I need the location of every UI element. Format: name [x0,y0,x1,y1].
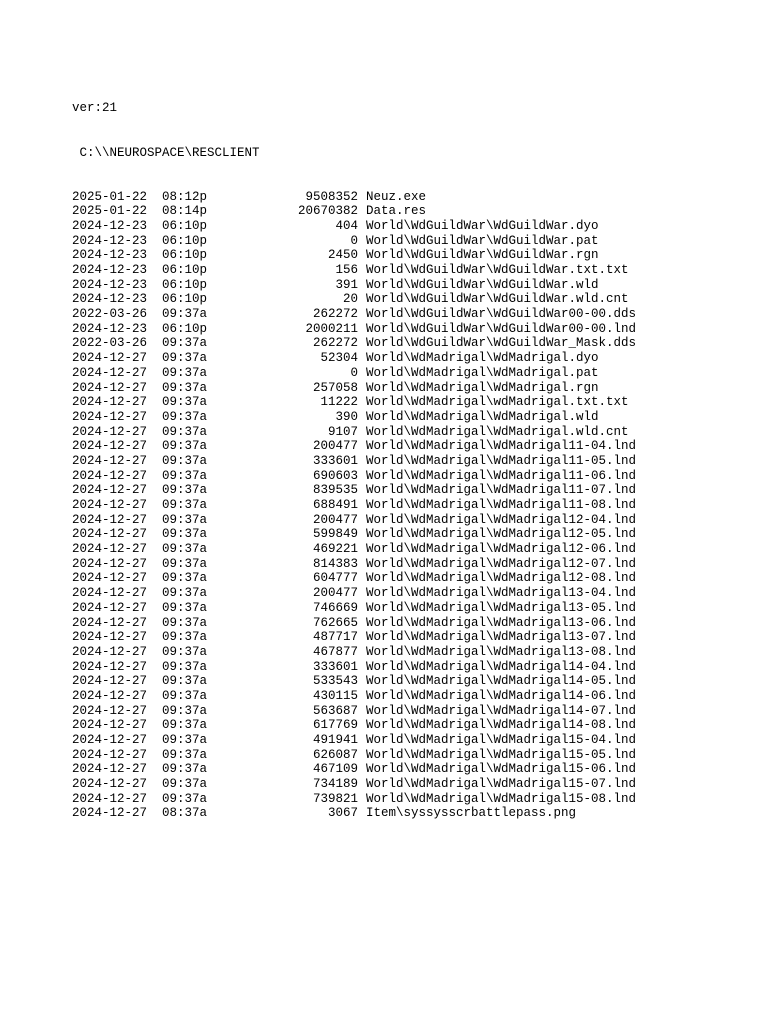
file-date: 2024-12-27 [72,747,148,762]
file-date: 2024-12-27 [72,468,148,483]
file-date: 2024-12-23 [72,248,148,263]
file-date: 2024-12-27 [72,806,148,821]
file-time: 09:37a [162,674,208,689]
file-row [72,425,636,440]
file-row [72,263,636,278]
file-time: 09:37a [162,556,208,571]
file-size: 20 [342,292,358,307]
file-row [72,336,636,351]
file-row [72,278,636,293]
file-row [72,307,636,322]
file-time: 06:10p [162,263,208,278]
file-time: 09:37a [162,733,208,748]
file-row [72,792,636,807]
file-size: 617769 [312,718,358,733]
file-name: World\WdGuildWar\WdGuildWar.wld [366,277,599,292]
file-date: 2024-12-27 [72,424,148,439]
file-size: 739821 [312,791,358,806]
file-date: 2024-12-27 [72,630,148,645]
file-date: 2024-12-23 [72,233,148,248]
file-name: World\WdMadrigal\WdMadrigal15-08.lnd [366,791,637,806]
file-row [72,454,636,469]
file-size: 200477 [312,586,358,601]
file-time: 09:37a [162,380,208,395]
file-row [72,718,636,733]
file-size: 533543 [312,674,358,689]
file-name: World\WdMadrigal\WdMadrigal15-06.lnd [366,762,637,777]
file-time: 06:10p [162,321,208,336]
file-row [72,733,636,748]
file-date: 2024-12-27 [72,600,148,615]
file-name: World\WdMadrigal\WdMadrigal.wld [366,409,599,424]
file-name: World\WdMadrigal\WdMadrigal14-08.lnd [366,718,637,733]
file-size: 467109 [312,762,358,777]
file-row [72,248,636,263]
file-date: 2024-12-23 [72,263,148,278]
file-size: 626087 [312,747,358,762]
file-time: 09:37a [162,468,208,483]
file-name: World\WdMadrigal\WdMadrigal11-08.lnd [366,498,637,513]
file-time: 09:37a [162,409,208,424]
file-date: 2025-01-22 [72,204,148,219]
file-time: 08:37a [162,806,208,821]
file-row [72,351,636,366]
file-time: 09:37a [162,439,208,454]
file-row [72,660,636,675]
file-row [72,366,636,381]
file-name: World\WdMadrigal\WdMadrigal11-05.lnd [366,453,637,468]
version-line: ver:21 [72,101,118,116]
file-row [72,292,636,307]
file-size: 200477 [312,439,358,454]
file-date: 2024-12-27 [72,439,148,454]
file-name: World\WdMadrigal\WdMadrigal13-07.lnd [366,630,637,645]
file-row [72,762,636,777]
file-size: 391 [335,277,358,292]
file-size: 262272 [312,307,358,322]
file-name: World\WdMadrigal\WdMadrigal11-06.lnd [366,468,637,483]
file-name: World\WdMadrigal\WdMadrigal14-05.lnd [366,674,637,689]
file-time: 09:37a [162,365,208,380]
file-name: World\WdMadrigal\WdMadrigal14-06.lnd [366,688,637,703]
file-row [72,542,636,557]
file-time: 08:14p [162,204,208,219]
file-name: World\WdGuildWar\WdGuildWar.dyo [366,218,599,233]
file-name: World\WdMadrigal\WdMadrigal12-04.lnd [366,512,637,527]
file-date: 2024-12-27 [72,703,148,718]
file-row [72,483,636,498]
file-row [72,469,636,484]
file-time: 09:37a [162,688,208,703]
file-time: 09:37a [162,307,208,322]
file-time: 09:37a [162,747,208,762]
file-row [72,616,636,631]
file-size: 257058 [312,380,358,395]
file-size: 2450 [327,248,358,263]
file-name: World\WdMadrigal\WdMadrigal13-05.lnd [366,600,637,615]
file-date: 2024-12-23 [72,321,148,336]
file-size: 262272 [312,336,358,351]
file-name: World\WdMadrigal\wdMadrigal.txt.txt [366,395,629,410]
file-date: 2024-12-27 [72,453,148,468]
file-name: World\WdMadrigal\WdMadrigal11-04.lnd [366,439,637,454]
file-size: 430115 [312,688,358,703]
file-time: 09:37a [162,586,208,601]
file-name: Neuz.exe [366,189,427,204]
file-row [72,557,636,572]
file-row [72,395,636,410]
file-time: 09:37a [162,718,208,733]
file-size: 814383 [312,556,358,571]
file-date: 2024-12-27 [72,395,148,410]
file-size: 3067 [327,806,358,821]
file-size: 491941 [312,733,358,748]
file-name: World\WdGuildWar\WdGuildWar_Mask.dds [366,336,637,351]
file-time: 09:37a [162,453,208,468]
file-time: 08:12p [162,189,208,204]
file-date: 2024-12-27 [72,733,148,748]
file-name: World\WdMadrigal\WdMadrigal12-07.lnd [366,556,637,571]
file-size: 487717 [312,630,358,645]
file-size: 839535 [312,483,358,498]
file-time: 09:37a [162,542,208,557]
file-listing [72,72,636,836]
file-time: 09:37a [162,659,208,674]
file-date: 2024-12-23 [72,277,148,292]
file-size: 0 [350,233,358,248]
file-size: 11222 [320,395,358,410]
file-size: 469221 [312,542,358,557]
file-time: 09:37a [162,777,208,792]
file-date: 2024-12-23 [72,218,148,233]
file-time: 09:37a [162,483,208,498]
file-row [72,410,636,425]
file-date: 2024-12-27 [72,351,148,366]
file-name: World\WdGuildWar\WdGuildWar00-00.lnd [366,321,637,336]
file-size: 9508352 [305,189,358,204]
file-time: 09:37a [162,644,208,659]
file-time: 09:37a [162,527,208,542]
file-row [72,527,636,542]
file-row [72,601,636,616]
file-row [72,498,636,513]
file-row [72,204,636,219]
file-time: 09:37a [162,600,208,615]
file-size: 52304 [320,351,358,366]
file-name: World\WdMadrigal\WdMadrigal13-04.lnd [366,586,637,601]
file-row [72,777,636,792]
file-size: 333601 [312,453,358,468]
file-name: Item\syssysscrbattlepass.png [366,806,577,821]
file-time: 09:37a [162,424,208,439]
file-date: 2024-12-27 [72,409,148,424]
file-name: World\WdMadrigal\WdMadrigal13-06.lnd [366,615,637,630]
file-row [72,571,636,586]
file-name: World\WdMadrigal\WdMadrigal13-08.lnd [366,644,637,659]
file-date: 2024-12-27 [72,659,148,674]
file-row [72,219,636,234]
file-time: 09:37a [162,630,208,645]
file-date: 2024-12-27 [72,542,148,557]
file-row [72,645,636,660]
file-size: 604777 [312,571,358,586]
file-row [72,806,636,821]
file-date: 2024-12-27 [72,777,148,792]
file-name: World\WdMadrigal\WdMadrigal.rgn [366,380,599,395]
file-date: 2024-12-27 [72,571,148,586]
file-name: World\WdMadrigal\WdMadrigal15-04.lnd [366,733,637,748]
file-size: 20670382 [297,204,358,219]
file-name: World\WdMadrigal\WdMadrigal.dyo [366,351,599,366]
file-name: World\WdMadrigal\WdMadrigal.wld.cnt [366,424,629,439]
file-date: 2024-12-27 [72,483,148,498]
file-time: 06:10p [162,218,208,233]
file-row [72,513,636,528]
file-date: 2022-03-26 [72,307,148,322]
file-name: World\WdGuildWar\WdGuildWar.txt.txt [366,263,629,278]
file-row [72,322,636,337]
file-time: 06:10p [162,277,208,292]
file-size: 688491 [312,498,358,513]
file-row [72,630,636,645]
file-name: World\WdGuildWar\WdGuildWar00-00.dds [366,307,637,322]
file-date: 2024-12-27 [72,365,148,380]
file-time: 09:37a [162,336,208,351]
file-name: World\WdMadrigal\WdMadrigal12-08.lnd [366,571,637,586]
file-date: 2024-12-27 [72,762,148,777]
file-name: World\WdMadrigal\WdMadrigal14-04.lnd [366,659,637,674]
file-time: 09:37a [162,571,208,586]
file-size: 0 [350,365,358,380]
file-time: 06:10p [162,248,208,263]
file-time: 09:37a [162,791,208,806]
file-size: 333601 [312,659,358,674]
file-row [72,234,636,249]
file-date: 2024-12-27 [72,586,148,601]
file-name: World\WdGuildWar\WdGuildWar.rgn [366,248,599,263]
file-name: World\WdMadrigal\WdMadrigal12-05.lnd [366,527,637,542]
file-name: World\WdMadrigal\WdMadrigal15-07.lnd [366,777,637,792]
file-time: 09:37a [162,703,208,718]
file-size: 734189 [312,777,358,792]
file-name: World\WdMadrigal\WdMadrigal15-05.lnd [366,747,637,762]
file-date: 2024-12-27 [72,791,148,806]
file-size: 390 [335,409,358,424]
file-time: 09:37a [162,498,208,513]
file-size: 200477 [312,512,358,527]
file-size: 762665 [312,615,358,630]
file-time: 09:37a [162,395,208,410]
file-size: 690603 [312,468,358,483]
file-date: 2022-03-26 [72,336,148,351]
file-date: 2024-12-27 [72,512,148,527]
file-rows [72,190,636,822]
file-date: 2024-12-27 [72,498,148,513]
file-time: 09:37a [162,512,208,527]
file-size: 563687 [312,703,358,718]
file-size: 2000211 [305,321,358,336]
file-date: 2024-12-27 [72,527,148,542]
file-row [72,689,636,704]
file-row [72,439,636,454]
file-date: 2024-12-27 [72,688,148,703]
file-name: World\WdGuildWar\WdGuildWar.pat [366,233,599,248]
file-name: Data.res [366,204,427,219]
file-name: World\WdMadrigal\WdMadrigal11-07.lnd [366,483,637,498]
file-time: 06:10p [162,292,208,307]
file-size: 9107 [327,424,358,439]
file-row [72,704,636,719]
file-time: 09:37a [162,615,208,630]
file-time: 06:10p [162,233,208,248]
file-date: 2024-12-27 [72,615,148,630]
file-time: 09:37a [162,351,208,366]
file-row [72,674,636,689]
file-date: 2025-01-22 [72,189,148,204]
base-path-line: C:\\NEUROSPACE\RESCLIENT [79,145,260,160]
file-size: 467877 [312,644,358,659]
file-name: World\WdMadrigal\WdMadrigal12-06.lnd [366,542,637,557]
file-name: World\WdMadrigal\WdMadrigal.pat [366,365,599,380]
file-size: 599849 [312,527,358,542]
file-size: 156 [335,263,358,278]
file-row [72,748,636,763]
file-date: 2024-12-27 [72,674,148,689]
file-date: 2024-12-27 [72,380,148,395]
file-row [72,586,636,601]
file-row [72,190,636,205]
file-time: 09:37a [162,762,208,777]
file-date: 2024-12-27 [72,644,148,659]
file-size: 404 [335,218,358,233]
file-name: World\WdMadrigal\WdMadrigal14-07.lnd [366,703,637,718]
file-row [72,381,636,396]
file-date: 2024-12-23 [72,292,148,307]
file-name: World\WdGuildWar\WdGuildWar.wld.cnt [366,292,629,307]
file-date: 2024-12-27 [72,556,148,571]
file-size: 746669 [312,600,358,615]
file-date: 2024-12-27 [72,718,148,733]
